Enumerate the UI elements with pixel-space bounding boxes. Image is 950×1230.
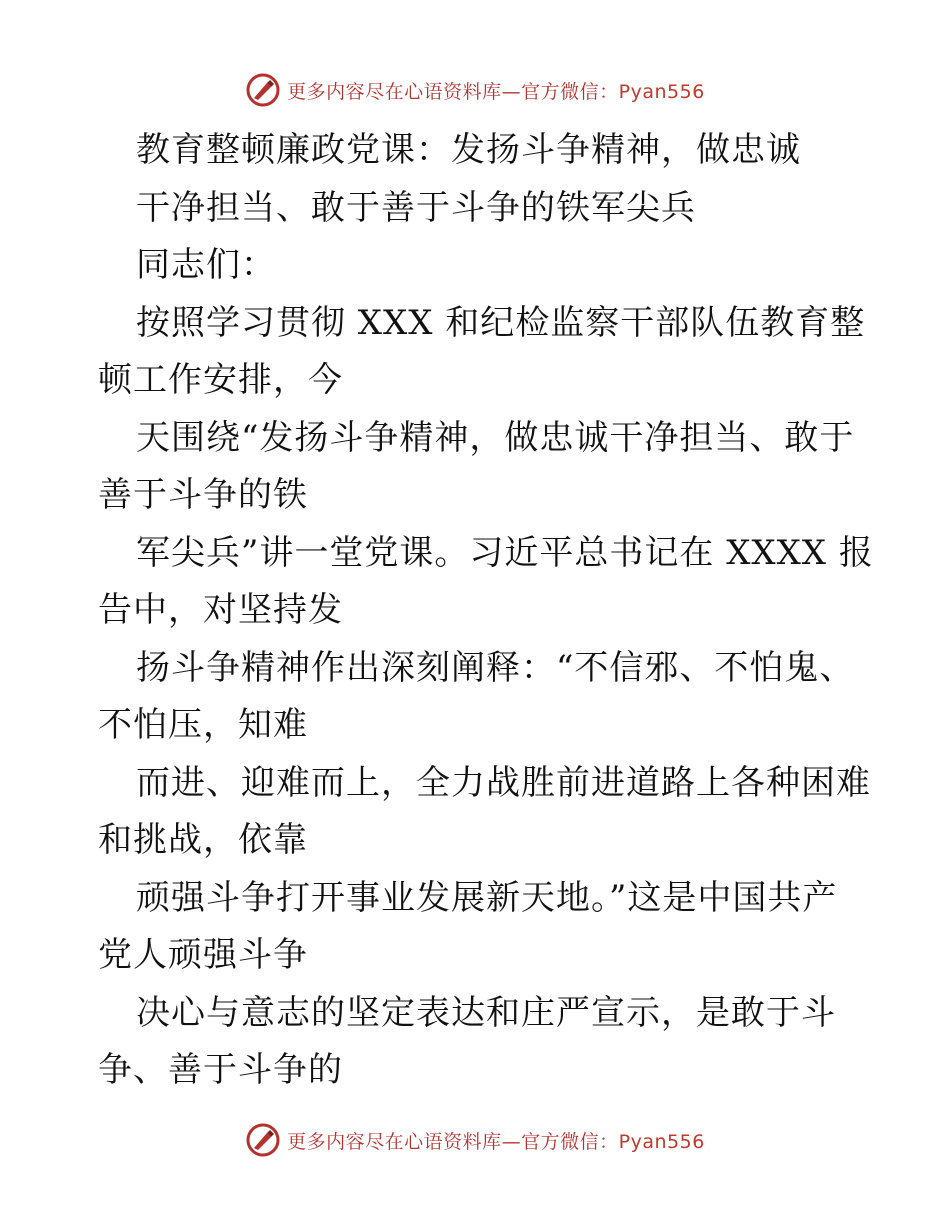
paragraph-line: 争、善于斗争的 xyxy=(98,1050,343,1090)
paragraph-line: 而进、迎难而上，全力战胜前进道路上各种困难 xyxy=(136,762,871,803)
paragraph-line: 党人顽强斗争 xyxy=(98,935,308,975)
paragraph-line: 天围绕“发扬斗争精神，做忠诚干净担当、敢于 xyxy=(136,417,855,458)
title-line-1: 教育整顿廉政党课：发扬斗争精神，做忠诚 xyxy=(136,130,801,170)
paragraph-line: 扬斗争精神作出深刻阐释：“不信邪、不怕鬼、 xyxy=(136,647,855,688)
pen-logo-icon xyxy=(245,1122,281,1158)
paragraph-line: 善于斗争的铁 xyxy=(98,475,308,515)
pen-logo-icon xyxy=(245,72,281,108)
footer-banner-text: 更多内容尽在心语资料库—官方微信：Pyan556 xyxy=(287,1130,705,1153)
paragraph-line: 不怕压，知难 xyxy=(98,705,308,745)
header-banner-text: 更多内容尽在心语资料库—官方微信：Pyan556 xyxy=(287,80,705,103)
salutation: 同志们： xyxy=(136,245,276,285)
footer-watermark-banner xyxy=(0,1120,950,1160)
paragraph-line: 和挑战，依靠 xyxy=(98,820,308,860)
paragraph-line: 顽强斗争打开事业发展新天地。”这是中国共产 xyxy=(136,877,838,918)
paragraph-line: 军尖兵”讲一堂党课。习近平总书记在 XXXX 报 xyxy=(136,532,874,573)
paragraph-line: 按照学习贯彻 XXX 和纪检监察干部队伍教育整 xyxy=(136,302,866,343)
title-line-2: 干净担当、敢于善于斗争的铁军尖兵 xyxy=(136,187,696,228)
document-body xyxy=(98,122,874,1100)
paragraph-line: 告中，对坚持发 xyxy=(98,590,343,630)
paragraph-line: 顿工作安排，今 xyxy=(98,360,343,400)
header-watermark-banner xyxy=(0,70,950,110)
paragraph-line: 决心与意志的坚定表达和庄严宣示，是敢于斗 xyxy=(136,992,836,1033)
